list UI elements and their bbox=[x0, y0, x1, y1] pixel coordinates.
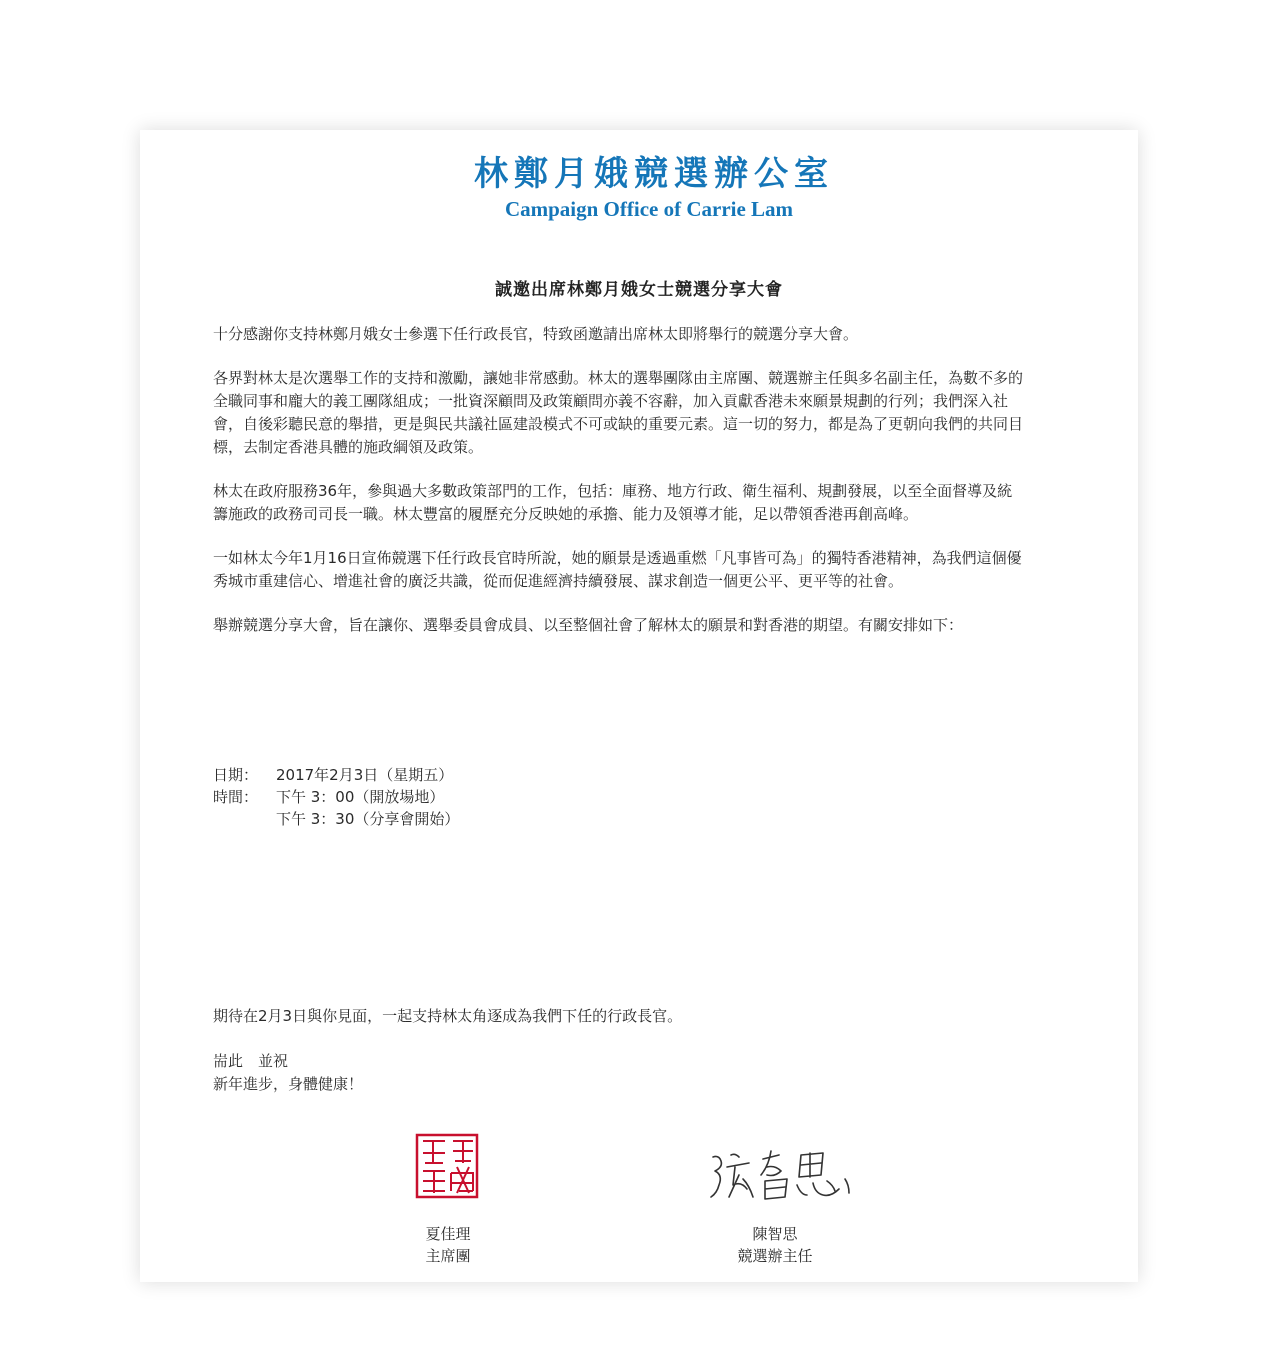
paragraph: 十分感謝你支持林鄭月娥女士參選下任行政長官，特致函邀請出席林太即將舉行的競選分享大會。 bbox=[213, 325, 859, 343]
paragraph: 舉辦競選分享大會，旨在讓你、選舉委員會成員、以至整個社會了解林太的願景和對香港的期望。有關安排如下： bbox=[213, 616, 964, 634]
schedule-time-row bbox=[213, 786, 459, 808]
paragraph: 一如林太今年1月16日宣佈競選下任行政長官時所說，她的願景是透過重燃「凡事皆可為」的獨特香港精神，為我們這個優秀城市重建信心、增進社會的廣泛共識，從而促進經濟持續發展、謀求創造一個更公平、更平等的社會。 bbox=[213, 549, 1022, 590]
schedule-date-row bbox=[213, 764, 459, 786]
event-schedule bbox=[213, 764, 459, 830]
time-value-open: 下午 3：00（開放場地） bbox=[276, 788, 445, 806]
time-label: 時間： bbox=[213, 788, 259, 806]
signer-block bbox=[398, 1223, 498, 1267]
regards-line: 新年進步，身體健康！ bbox=[213, 1075, 364, 1093]
date-value: 2017年2月3日（星期五） bbox=[276, 766, 454, 784]
letter-title: 誠邀出席林鄭月娥女士競選分享大會 bbox=[495, 280, 783, 300]
date-label: 日期： bbox=[213, 766, 259, 784]
letterhead-english: Campaign Office of Carrie Lam bbox=[504, 197, 794, 221]
regards-line: 耑此 並祝 bbox=[213, 1052, 289, 1070]
signer-role: 主席團 bbox=[425, 1247, 471, 1265]
letterhead-chinese: 林鄭月娥競選辦公室 bbox=[474, 154, 834, 194]
signer-role: 競選辦主任 bbox=[737, 1247, 813, 1265]
signer-block bbox=[710, 1223, 840, 1267]
regards bbox=[213, 1050, 363, 1096]
signer-name: 夏佳理 bbox=[425, 1225, 471, 1243]
seal-stamp-icon bbox=[415, 1133, 479, 1199]
paragraph: 林太在政府服務36年，參與過大多數政策部門的工作，包括：庫務、地方行政、衛生福利、規劃發展，以至全面督導及統籌施政的政務司司長一職。林太豐富的履歷充分反映她的承擔、能力及領導才能，足以帶領香港再創高峰。 bbox=[213, 482, 1013, 523]
schedule-time-row-2 bbox=[213, 808, 459, 830]
letter-body bbox=[213, 323, 1023, 658]
paragraph: 各界對林太是次選舉工作的支持和激勵，讓她非常感動。林太的選舉團隊由主席團、競選辦主任與多名副主任，為數不多的全職同事和龐大的義工團隊組成；一批資深顧問及政策顧問亦義不容辭，加入貢獻香港未來願景規劃的行列；我們深入社會，自後彩聽民意的舉措，更是與民共議社區建設模式不可或缺的重要元素。這一切的努力，都是為了更朝向我們的共同目標，去制定香港具體的施政綱領及政策。 bbox=[213, 369, 1024, 456]
signature-icon bbox=[705, 1145, 855, 1205]
time-value-start: 下午 3：30（分享會開始） bbox=[276, 810, 460, 828]
letter-page bbox=[140, 130, 1138, 1282]
letterhead bbox=[140, 154, 1138, 222]
signer-name: 陳智思 bbox=[752, 1225, 798, 1243]
closing-line: 期待在2月3日與你見面，一起支持林太角逐成為我們下任的行政長官。 bbox=[213, 1007, 683, 1025]
